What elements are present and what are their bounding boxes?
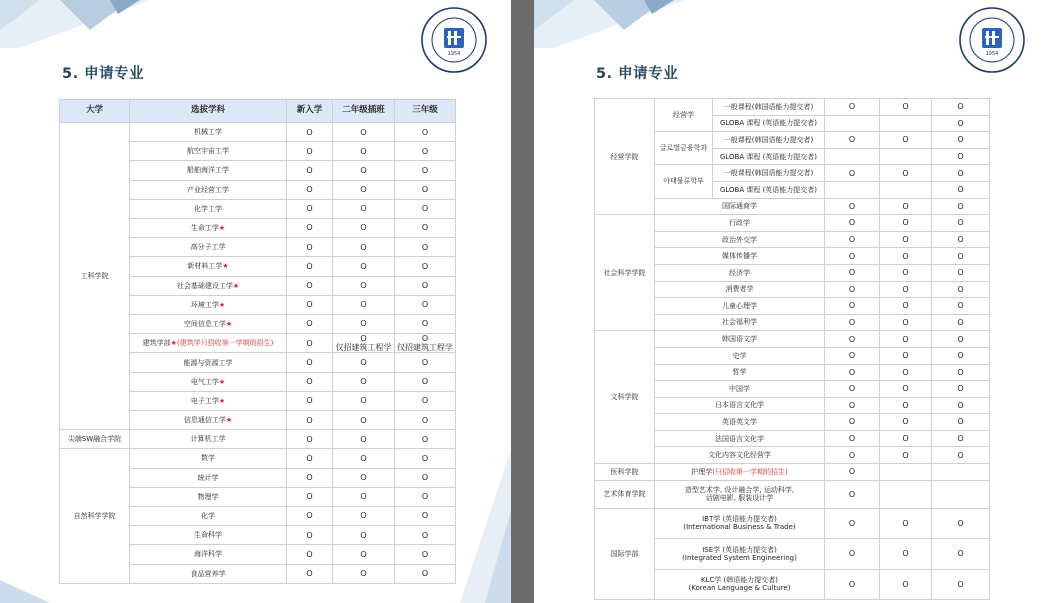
table-row <box>595 480 990 508</box>
availability-mark: O <box>825 215 880 232</box>
availability-mark <box>880 181 932 198</box>
availability-mark: O <box>825 464 880 481</box>
table-row <box>595 569 990 600</box>
availability-mark <box>880 115 932 132</box>
availability-mark: O <box>287 218 333 237</box>
availability-mark: O <box>287 314 333 333</box>
availability-mark: O <box>333 353 395 372</box>
major-name: 生命工学★ <box>130 218 287 237</box>
availability-mark: O <box>932 132 990 149</box>
availability-mark: O <box>880 414 932 431</box>
major-name: 船舶海洋工学 <box>130 161 287 180</box>
availability-mark <box>880 148 932 165</box>
availability-mark: O <box>395 411 456 430</box>
availability-mark: O <box>825 298 880 315</box>
availability-mark: O <box>932 569 990 600</box>
left-page <box>0 0 511 603</box>
availability-mark: O <box>825 132 880 149</box>
major-name: KLC学 (韩语能力提交者) (Korean Language & Culture) <box>655 569 825 600</box>
major-name: 造型艺术学, 设计融合学, 运动科学, 话剧电影, 服装设计学 <box>655 480 825 508</box>
availability-mark: O <box>880 347 932 364</box>
availability-mark: O <box>395 545 456 564</box>
availability-mark: O <box>395 180 456 199</box>
major-name: 아태물류학부 <box>655 165 713 198</box>
availability-mark: O <box>395 276 456 295</box>
availability-mark: O <box>333 430 395 449</box>
table-row <box>60 449 456 468</box>
corner-decoration-bottom <box>440 450 511 603</box>
major-name: 英语英文学 <box>655 414 825 431</box>
college-cell: 自然科学学院 <box>60 449 130 583</box>
availability-mark: O <box>287 487 333 506</box>
availability-mark: O <box>333 372 395 391</box>
track-name: 一般课程(韩国语能力提交者) <box>713 99 825 116</box>
availability-mark: O <box>825 569 880 600</box>
availability-mark: O <box>333 257 395 276</box>
availability-mark: O <box>333 564 395 583</box>
table-row <box>595 397 990 414</box>
table-row <box>595 215 990 232</box>
availability-mark: O <box>287 449 333 468</box>
star-mark: ★ <box>218 224 226 232</box>
availability-mark: O <box>333 411 395 430</box>
availability-mark: O <box>932 198 990 215</box>
availability-mark: O <box>287 238 333 257</box>
availability-mark: O <box>287 161 333 180</box>
availability-mark: O <box>333 526 395 545</box>
availability-mark: O <box>880 165 932 182</box>
table-row <box>595 414 990 431</box>
table-row <box>595 347 990 364</box>
availability-mark: O <box>287 180 333 199</box>
availability-mark: O <box>287 468 333 487</box>
inha-logo <box>958 6 1026 74</box>
header-row <box>60 100 456 123</box>
availability-mark: O <box>932 397 990 414</box>
availability-mark: O <box>333 238 395 257</box>
availability-mark: O <box>395 449 456 468</box>
svg-text:1954: 1954 <box>985 51 999 57</box>
availability-mark: O <box>932 181 990 198</box>
availability-mark: O <box>395 218 456 237</box>
section-title: 5. 申请专业 <box>62 66 145 82</box>
availability-mark: O <box>932 508 990 539</box>
availability-mark: O <box>825 364 880 381</box>
table-row <box>595 364 990 381</box>
major-name: 文化内容文化经营学 <box>655 447 825 464</box>
availability-mark: O <box>395 468 456 487</box>
college-cell: 尖端SW融合学院 <box>60 430 130 449</box>
major-name: 化学工学 <box>130 199 287 218</box>
availability-mark: O <box>825 508 880 539</box>
availability-mark: O <box>825 248 880 265</box>
availability-mark: O <box>395 161 456 180</box>
availability-mark: O <box>333 276 395 295</box>
availability-mark: O <box>287 199 333 218</box>
major-name: 法国语言文化学 <box>655 430 825 447</box>
note-text: (建筑学只招收第一学期的招生) <box>176 339 274 348</box>
availability-mark: O <box>880 569 932 600</box>
availability-mark: O <box>880 314 932 331</box>
star-mark: ★ <box>222 262 229 271</box>
track-name: GLOBA 课程 (英语能力提交者) <box>713 148 825 165</box>
availability-mark <box>825 148 880 165</box>
availability-mark: O <box>395 142 456 161</box>
availability-mark: O <box>880 231 932 248</box>
availability-mark: O <box>932 115 990 132</box>
major-name: 计算机工学 <box>130 430 287 449</box>
inha-logo <box>420 6 488 74</box>
availability-mark: O <box>825 281 880 298</box>
availability-mark: O <box>932 99 990 116</box>
college-cell: 工科学院 <box>60 123 130 430</box>
major-name: 社会福利学 <box>655 314 825 331</box>
availability-mark: O <box>880 397 932 414</box>
availability-mark: O <box>880 264 932 281</box>
availability-mark: O <box>287 276 333 295</box>
availability-mark: O <box>880 331 932 348</box>
star-mark: ★ <box>232 281 240 290</box>
availability-mark: O <box>287 257 333 276</box>
college-cell: 艺术体育学院 <box>595 480 655 508</box>
availability-mark: O <box>932 347 990 364</box>
major-name: 媒体传播学 <box>655 248 825 265</box>
availability-mark: O <box>287 353 333 372</box>
availability-mark: O <box>880 364 932 381</box>
availability-mark: O <box>287 564 333 583</box>
majors-table-left <box>59 99 456 584</box>
availability-mark: O <box>880 298 932 315</box>
availability-mark: O <box>395 506 456 525</box>
availability-mark: O <box>932 215 990 232</box>
availability-mark <box>880 480 932 508</box>
availability-mark: O <box>825 331 880 348</box>
svg-text:1954: 1954 <box>447 51 461 57</box>
availability-mark: O <box>287 142 333 161</box>
major-name: 生命科学 <box>130 526 287 545</box>
column-header: 二年级插班 <box>333 100 395 123</box>
table-row <box>60 123 456 142</box>
track-name: GLOBA 课程 (英语能力提交者) <box>713 181 825 198</box>
availability-mark: O <box>287 334 333 353</box>
table-row <box>595 281 990 298</box>
availability-mark: O <box>287 411 333 430</box>
major-name: 史学 <box>655 347 825 364</box>
availability-mark: O <box>395 487 456 506</box>
college-cell: 社会科学学院 <box>595 215 655 331</box>
table-row <box>595 381 990 398</box>
section-title: 5. 申请专业 <box>596 66 679 82</box>
table-row <box>595 248 990 265</box>
table-row <box>595 264 990 281</box>
availability-mark: O <box>395 430 456 449</box>
availability-mark <box>880 464 932 481</box>
availability-mark: O <box>880 198 932 215</box>
major-name: 行政学 <box>655 215 825 232</box>
major-name: 日本语言文化学 <box>655 397 825 414</box>
availability-mark: O <box>287 430 333 449</box>
availability-mark: O <box>932 414 990 431</box>
major-name: 国际通商学 <box>655 198 825 215</box>
major-name: 航空宇宙工学 <box>130 142 287 161</box>
availability-mark: O <box>825 397 880 414</box>
major-name: 食品营养学 <box>130 564 287 583</box>
availability-mark: O <box>932 165 990 182</box>
table-row <box>595 99 990 116</box>
availability-mark: O <box>333 487 395 506</box>
college-cell: 医科学院 <box>595 464 655 481</box>
availability-mark: O 仅招建筑工程学 <box>333 334 395 353</box>
availability-mark: O <box>395 123 456 142</box>
major-name: 产业经营工学 <box>130 180 287 199</box>
column-header: 三年级 <box>395 100 456 123</box>
availability-mark: O <box>395 526 456 545</box>
availability-mark: O <box>395 295 456 314</box>
availability-mark: O <box>932 148 990 165</box>
availability-mark: O <box>825 381 880 398</box>
availability-mark <box>825 181 880 198</box>
major-name: 经济学 <box>655 264 825 281</box>
availability-mark: O <box>287 545 333 564</box>
availability-mark: O <box>932 430 990 447</box>
availability-mark: O 仅招建筑工程学 <box>395 334 456 353</box>
college-cell: 经营学院 <box>595 99 655 215</box>
availability-mark: O <box>333 468 395 487</box>
track-name: 一般课程(韩国语能力提交者) <box>713 165 825 182</box>
availability-mark: O <box>333 314 395 333</box>
major-name: 儿童心理学 <box>655 298 825 315</box>
availability-mark: O <box>932 231 990 248</box>
star-mark: ★ <box>225 319 233 328</box>
availability-mark: O <box>825 198 880 215</box>
major-name: 글로벌금융학과 <box>655 132 713 165</box>
major-name: 高分子工学 <box>130 238 287 257</box>
availability-mark: O <box>333 161 395 180</box>
availability-mark <box>825 115 880 132</box>
availability-mark: O <box>932 298 990 315</box>
availability-mark <box>932 480 990 508</box>
availability-mark: O <box>825 165 880 182</box>
corner-decoration <box>534 0 794 70</box>
star-mark: ★ <box>225 416 233 425</box>
table-row <box>595 508 990 539</box>
major-name: ISE学 (英语能力提交者) (Integrated System Engineering) <box>655 539 825 570</box>
major-name: 数学 <box>130 449 287 468</box>
major-name: 护理学(只招收第一学期的招生) <box>655 464 825 481</box>
major-name: 机械工学 <box>130 123 287 142</box>
availability-mark: O <box>880 99 932 116</box>
column-header: 选拔学科 <box>130 100 287 123</box>
availability-mark: O <box>825 347 880 364</box>
availability-mark: O <box>395 199 456 218</box>
major-name: 韩国语文学 <box>655 331 825 348</box>
availability-mark: O <box>825 264 880 281</box>
availability-mark: O <box>932 314 990 331</box>
table-row <box>595 165 990 182</box>
availability-mark: O <box>333 180 395 199</box>
availability-mark: O <box>395 257 456 276</box>
availability-mark: O <box>825 414 880 431</box>
availability-mark: O <box>395 314 456 333</box>
availability-mark: O <box>333 545 395 564</box>
majors-table-right <box>594 98 990 600</box>
star-mark: ★ <box>218 396 226 405</box>
availability-mark: O <box>932 281 990 298</box>
major-name: 环境工学★ <box>130 295 287 314</box>
star-mark: ★ <box>218 300 226 309</box>
major-name: 能源与资源工学 <box>130 353 287 372</box>
availability-mark <box>932 464 990 481</box>
availability-mark: O <box>287 506 333 525</box>
availability-mark: O <box>333 218 395 237</box>
corner-decoration <box>0 0 260 70</box>
table-row <box>595 132 990 149</box>
major-name: 哲学 <box>655 364 825 381</box>
star-mark: ★ <box>170 339 177 348</box>
availability-mark: O <box>880 430 932 447</box>
table-row <box>595 298 990 315</box>
availability-mark: O <box>932 381 990 398</box>
availability-mark: O <box>932 539 990 570</box>
availability-mark: O <box>333 295 395 314</box>
availability-mark: O <box>287 526 333 545</box>
availability-mark: O <box>880 539 932 570</box>
corner-decoration-bottom-left <box>0 570 60 603</box>
availability-mark: O <box>395 391 456 410</box>
table-row <box>595 331 990 348</box>
track-name: 一般课程(韩国语能力提交者) <box>713 132 825 149</box>
major-name: 经营学 <box>655 99 713 132</box>
column-header: 大学 <box>60 100 130 123</box>
availability-mark: O <box>825 314 880 331</box>
major-name: 统计学 <box>130 468 287 487</box>
column-header: 新入学 <box>287 100 333 123</box>
table-row <box>60 430 456 449</box>
major-name: 空间信息工学★ <box>130 314 287 333</box>
availability-mark: O <box>880 281 932 298</box>
availability-mark: O <box>880 381 932 398</box>
availability-mark: O <box>287 295 333 314</box>
college-cell: 国际学部 <box>595 508 655 600</box>
table-row <box>595 539 990 570</box>
availability-mark: O <box>880 248 932 265</box>
availability-mark: O <box>880 132 932 149</box>
availability-mark: O <box>333 391 395 410</box>
major-name: 中国学 <box>655 381 825 398</box>
major-name: 信息通信工学★ <box>130 411 287 430</box>
availability-mark: O <box>825 99 880 116</box>
availability-mark: O <box>825 539 880 570</box>
table-row <box>595 198 990 215</box>
table-row <box>595 231 990 248</box>
availability-mark: O <box>825 480 880 508</box>
college-cell: 文科学院 <box>595 331 655 464</box>
availability-mark: O <box>395 564 456 583</box>
availability-mark: O <box>395 353 456 372</box>
availability-mark: O <box>287 391 333 410</box>
table-row <box>595 430 990 447</box>
major-name: 消费者学 <box>655 281 825 298</box>
availability-mark: O <box>825 430 880 447</box>
availability-mark: O <box>287 372 333 391</box>
availability-mark: O <box>932 248 990 265</box>
availability-mark: O <box>287 123 333 142</box>
availability-mark: O <box>880 215 932 232</box>
availability-mark: O <box>932 264 990 281</box>
availability-mark: O <box>333 142 395 161</box>
availability-mark: O <box>395 372 456 391</box>
availability-mark: O <box>932 447 990 464</box>
table-row <box>595 464 990 481</box>
major-name: IBT学 (英语能力提交者) (International Business & Trade) <box>655 508 825 539</box>
table-row <box>595 447 990 464</box>
table-row <box>595 314 990 331</box>
availability-mark: O <box>825 447 880 464</box>
availability-mark: O <box>333 449 395 468</box>
major-name: 电子工学★ <box>130 391 287 410</box>
star-mark: ★ <box>218 377 226 386</box>
availability-mark: O <box>880 508 932 539</box>
major-name: 物理学 <box>130 487 287 506</box>
availability-mark: O <box>825 231 880 248</box>
note-text: (只招收第一学期的招生) <box>712 467 788 476</box>
availability-mark: O <box>880 447 932 464</box>
major-name: 电气工学★ <box>130 372 287 391</box>
availability-mark: O <box>333 123 395 142</box>
major-name: 化学 <box>130 506 287 525</box>
availability-mark: O <box>395 238 456 257</box>
major-name: 海洋科学 <box>130 545 287 564</box>
availability-mark: O <box>333 199 395 218</box>
major-name: 新材料工学★ <box>130 257 287 276</box>
major-name: 建筑学部★(建筑学只招收第一学期的招生) <box>130 334 287 353</box>
availability-mark: O <box>932 331 990 348</box>
major-name: 社会基础建设工学★ <box>130 276 287 295</box>
major-name: 政治外交学 <box>655 231 825 248</box>
track-name: GLOBA 课程 (英语能力提交者) <box>713 115 825 132</box>
availability-mark: O <box>932 364 990 381</box>
availability-mark: O <box>333 506 395 525</box>
right-page <box>534 0 1049 603</box>
